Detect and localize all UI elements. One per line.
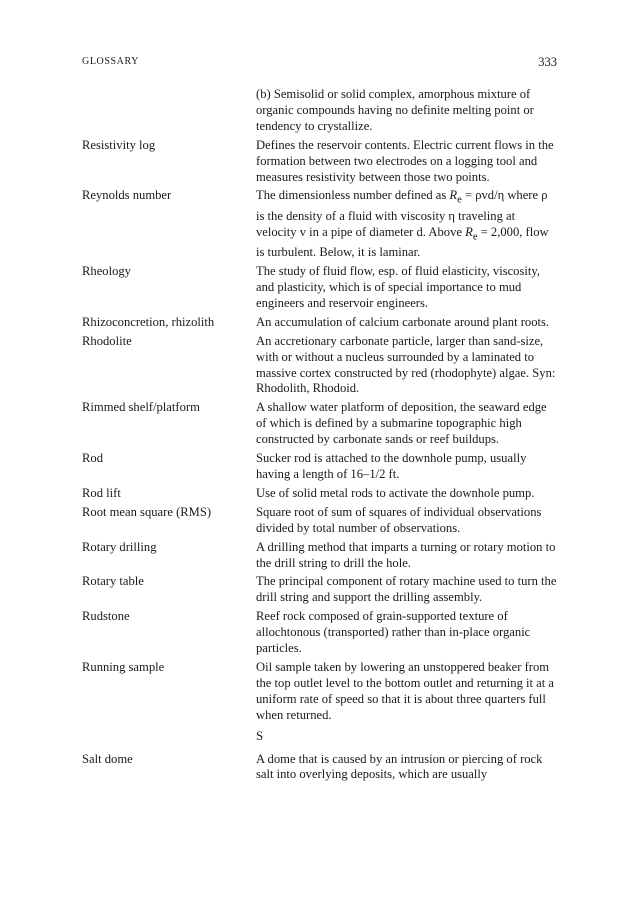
glossary-entry [82,188,558,261]
def-text: = ρvd/η [461,188,505,203]
glossary-definition: A drilling method that imparts a turning or rotary motion to the drill string to drill the hole. [256,539,556,570]
glossary-term: Rheology [82,264,131,279]
glossary-entry [82,334,558,398]
glossary-entry [82,138,558,186]
glossary-definition: Reef rock composed of grain-supported texture of allochtonous (transported) rather than in-place organic particles. [256,609,531,656]
glossary-definition: Use of solid metal rods to activate the downhole pump. [256,485,535,500]
glossary-term: Rimmed shelf/platform [82,400,200,415]
glossary-entry [82,264,558,312]
glossary-term: Reynolds number [82,188,172,203]
glossary-entry [82,752,558,784]
glossary-term: Root mean square (RMS) [82,504,212,519]
glossary-term: Resistivity log [82,137,156,152]
glossary-definition: Square root of sum of squares of individual observations divided by total number of observations. [256,504,542,535]
glossary-term: Rhodolite [82,333,132,348]
glossary-list [82,87,558,786]
glossary-entry [82,486,558,502]
glossary-entry [82,540,558,572]
glossary-term: Rotary drilling [82,539,157,554]
glossary-entry [82,451,558,483]
def-text: The dimensionless number defined as [256,188,450,203]
page-number: 333 [538,55,557,69]
glossary-definition: The principal component of rotary machine used to turn the drill string and support the drilling assembly. [256,574,557,605]
glossary-term: Rudstone [82,609,130,624]
glossary-term: Rhizoconcretion, rhizolith [82,314,215,329]
glossary-entry [82,400,558,448]
glossary-entry [82,505,558,537]
section-letter-heading: S [256,727,264,743]
glossary-entry [82,660,558,724]
glossary-definition [256,188,558,261]
glossary-term: Running sample [82,659,165,674]
glossary-term: Salt dome [82,751,133,766]
glossary-definition: The study of fluid flow, esp. of fluid elasticity, viscosity, and plasticity, which is of special importance to mud engineers and reservoir engineers. [256,264,541,310]
running-head-title: GLOSSARY [82,56,140,67]
glossary-definition: Sucker rod is attached to the downhole pump, usually having a length of 16–1/2 ft. [256,451,527,481]
running-head [82,56,557,70]
glossary-entry [82,315,558,331]
def-text: = 2,000, flow is turbulent. Below, it is laminar. [256,224,549,260]
glossary-term: Rod lift [82,485,121,500]
def-text: where ρ is the density of a fluid with viscosity η traveling at velocity v in a pipe of diameter d. Above [256,188,548,239]
glossary-definition: Oil sample taken by lowering an unstoppered beaker from the top outlet level to the bottom outlet and returning it at a uniform rate of speed so that it is about three quarters full when returned. [256,659,554,722]
glossary-definition: An accumulation of calcium carbonate around plant roots. [256,314,550,329]
glossary-definition: A dome that is caused by an intrusion or piercing of rock salt into overlying deposits, which are usually [256,751,543,782]
glossary-entry [82,87,558,135]
reynolds-subscript: e [457,194,462,206]
glossary-term [82,87,256,135]
glossary-term: Rotary table [82,574,144,589]
reynolds-subscript: e [472,231,478,243]
glossary-definition: A shallow water platform of deposition, the seaward edge of which is defined by a submarine topographic high constructed by carbonate sands or reef buildups. [256,400,547,447]
glossary-entry [82,609,558,657]
glossary-definition: (b) Semisolid or solid complex, amorphous mixture of organic compounds having no definite melting point or tendency to crystallize. [256,87,534,133]
glossary-definition: An accretionary carbonate particle, larger than sand-size, with or without a nucleus surrounded by a laminated to massive cortex constructed by red (rhodophyte) algae. Syn: Rhodolith, Rhodoid. [256,333,556,396]
reynolds-symbol: R [449,188,458,203]
glossary-term: Rod [82,451,103,466]
glossary-entry [82,574,558,606]
reynolds-symbol: R [465,224,473,239]
glossary-definition: Defines the reservoir contents. Electric current flows in the formation between two electrodes on a logging tool and measures resistivity between those two points. [256,137,554,184]
